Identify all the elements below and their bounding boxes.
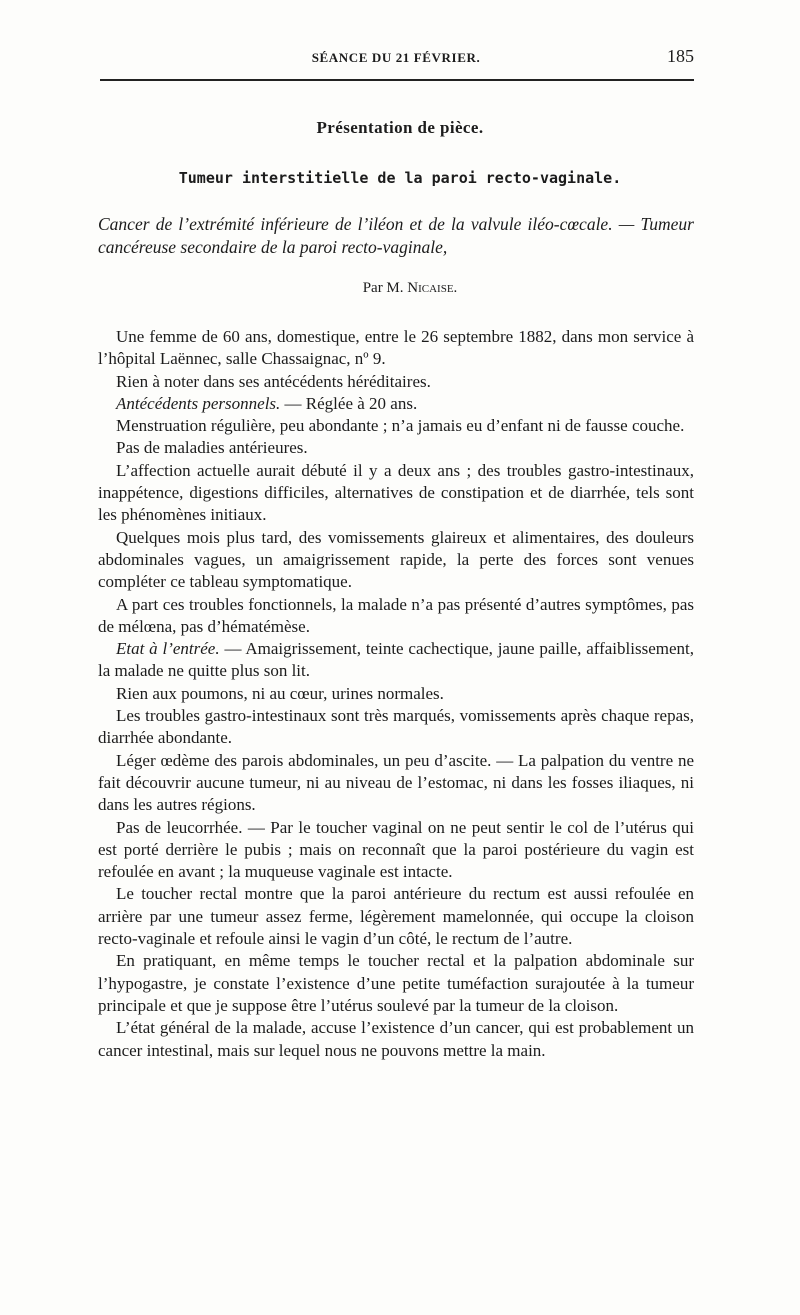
paragraph: Quelques mois plus tard, des vomissements glaireux et alimentaires, des douleurs abdominales vagues, un amaigrissement rapide, la perte des forces sont venues compléter ce tableau symptomatique. — [98, 527, 694, 592]
running-head — [98, 46, 694, 70]
paragraph: L’état général de la malade, accuse l’existence d’un cancer, qui est probablement un cancer intestinal, mais sur lequel nous ne pouvons mettre la main. — [98, 1018, 694, 1060]
paragraph: L’affection actuelle aurait débuté il y a deux ans ; des troubles gastro-intestinaux, inappétence, digestions difficiles, alternatives de constipation et de diarrhée, tels sont les phénomènes initiaux. — [98, 460, 694, 525]
paragraph: Etat à l’entrée. — Amaigrissement, teinte cachectique, jaune paille, affaiblissement, la malade ne quitte plus son lit. — [98, 639, 694, 681]
section-title: Présentation de pièce. — [316, 118, 484, 137]
author-prefix: Par M. — [362, 280, 408, 296]
author-line — [0, 280, 800, 297]
page-number: 185 — [667, 46, 694, 66]
paragraph: Menstruation régulière, peu abondante ; n’a jamais eu d’enfant ni de fausse couche. — [116, 416, 685, 436]
paragraph: Antécédents personnels. — Réglée à 20 ans. — [116, 393, 418, 413]
paragraph: En pratiquant, en même temps le toucher rectal et la palpation abdominale sur l’hypogastre, je constate l’existence d’une petite tuméfaction surajoutée à la tumeur principale et que je suppose être l’utérus soulevé par la tumeur de la cloison. — [98, 951, 694, 1015]
header-rule — [100, 79, 694, 81]
paragraph: Rien à noter dans ses antécédents héréditaires. — [116, 371, 431, 391]
paragraph: Léger œdème des parois abdominales, un peu d’ascite. — La palpation du ventre ne fait découvrir aucune tumeur, ni au niveau de l’estomac, ni dans les fosses iliaques, ni dans les autres régions. — [98, 750, 694, 815]
paragraph: Les troubles gastro-intestinaux sont très marqués, vomissements après chaque repas, diarrhée abondante. — [98, 706, 694, 748]
body-text — [98, 326, 694, 1062]
paragraph-lead: Antécédents personnels. — [116, 393, 281, 413]
paragraph-lead: Etat à l’entrée. — [116, 639, 220, 659]
paragraph: Pas de leucorrhée. — Par le toucher vaginal on ne peut sentir le col de l’utérus qui est porté derrière le pubis ; mais on reconnaît que la paroi postérieure du vagin est refoulée en avant ; la muqueuse vaginale est intacte. — [98, 817, 694, 882]
paragraph: Une femme de 60 ans, domestique, entre le 26 septembre 1882, dans mon service à l’hôpital Laënnec, salle Chassaignac, nº 9. — [98, 327, 694, 369]
subtitle: Tumeur interstitielle de la paroi recto-vaginale. — [178, 169, 622, 187]
paragraph: Rien aux poumons, ni au cœur, urines normales. — [116, 683, 444, 703]
paragraph: Le toucher rectal montre que la paroi antérieure du rectum est aussi refoulée en arrière par une tumeur assez ferme, légèrement mamelonnée, qui occupe la cloison recto-vaginale et refoule ainsi le vagin d’un côté, le rectum de l’autre. — [98, 884, 694, 949]
author-name: Nicaise. — [407, 280, 458, 296]
case-title: Cancer de l’extrémité inférieure de l’iléon et de la valvule iléo-cœcale. — Tumeur cancéreuse secondaire de la paroi recto-vaginale, — [98, 214, 694, 257]
paragraph: Pas de maladies antérieures. — [116, 438, 308, 458]
paragraph: A part ces troubles fonctionnels, la malade n’a pas présenté d’autres symptômes, pas de mélœna, pas d’hématémèse. — [98, 594, 694, 636]
running-title: SÉANCE DU 21 FÉVRIER. — [311, 50, 481, 65]
